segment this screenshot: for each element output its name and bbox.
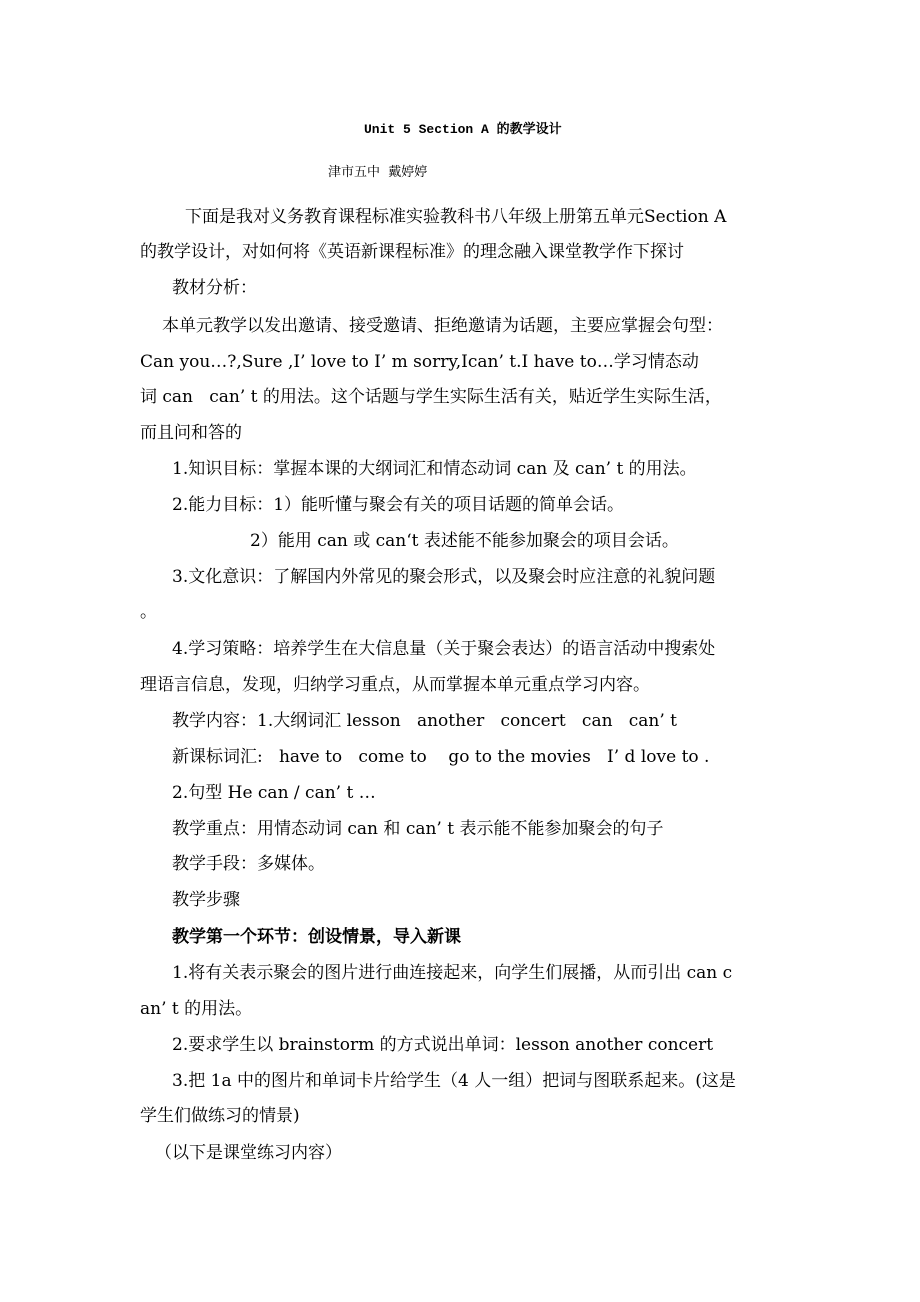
document-author: 津市五中 戴婷婷 bbox=[328, 165, 428, 180]
goal-ability-2: 2）能用 can 或 can‘t 表述能不能参加聚会的项目会话。 bbox=[250, 531, 679, 551]
content-new-vocabulary: 新课标词汇: have to come to go to the movies I’ d love to . bbox=[172, 747, 710, 767]
step1-item-1-cont: an’ t 的用法。 bbox=[140, 999, 253, 1019]
teaching-focus: 教学重点：用情态动词 can 和 can’ t 表示能不能参加聚会的句子 bbox=[172, 819, 664, 839]
goal-knowledge: 1.知识目标：掌握本课的大纲词汇和情态动词 can 及 can’ t 的用法。 bbox=[172, 459, 697, 479]
steps-heading: 教学步骤 bbox=[172, 890, 240, 910]
material-line-1: 本单元教学以发出邀请、接受邀请、拒绝邀请为话题，主要应掌握会句型： bbox=[162, 316, 723, 336]
goal-culture: 3.文化意识：了解国内外常见的聚会形式，以及聚会时应注意的礼貌问题 bbox=[172, 567, 716, 587]
content-sentence-pattern: 2.句型 He can / can’ t … bbox=[172, 783, 376, 803]
goal-strategy-2: 理语言信息，发现，归纳学习重点，从而掌握本单元重点学习内容。 bbox=[140, 675, 650, 695]
step1-item-2: 2.要求学生以 brainstorm 的方式说出单词：lesson another concert bbox=[172, 1035, 714, 1055]
teaching-means: 教学手段：多媒体。 bbox=[172, 854, 325, 874]
intro-line-2: 的教学设计，对如何将《英语新课程标准》的理念融入课堂教学作下探讨 bbox=[140, 242, 684, 262]
content-vocabulary: 教学内容：1.大纲词汇 lesson another concert can can’ t bbox=[172, 711, 677, 731]
material-heading: 教材分析： bbox=[172, 278, 257, 298]
goal-culture-cont: 。 bbox=[140, 602, 157, 622]
goal-strategy-1: 4.学习策略：培养学生在大信息量（关于聚会表达）的语言活动中搜索处 bbox=[172, 639, 716, 659]
intro-line-1: 下面是我对义务教育课程标准实验教科书八年级上册第五单元Section A bbox=[185, 207, 727, 227]
step1-heading: 教学第一个环节：创设情景，导入新课 bbox=[172, 927, 461, 947]
material-line-2: Can you…?,Sure ,I’ love to I’ m sorry,Ican’ t.I have to…学习情态动 bbox=[140, 352, 699, 372]
material-line-4: 而且问和答的 bbox=[140, 423, 242, 443]
document-title: Unit 5 Section A 的教学设计 bbox=[364, 122, 562, 137]
practice-note: （以下是课堂练习内容） bbox=[155, 1143, 342, 1163]
material-line-3: 词 can can’ t 的用法。这个话题与学生实际生活有关，贴近学生实际生活， bbox=[140, 387, 722, 407]
step1-item-1: 1.将有关表示聚会的图片进行曲连接起来，向学生们展播，从而引出 can c bbox=[172, 963, 733, 983]
step1-item-3-cont: 学生们做练习的情景) bbox=[140, 1106, 300, 1126]
goal-ability-1: 2.能力目标：1）能听懂与聚会有关的项目话题的简单会话。 bbox=[172, 495, 625, 515]
step1-item-3: 3.把 1a 中的图片和单词卡片给学生（4 人一组）把词与图联系起来。(这是 bbox=[172, 1071, 736, 1091]
